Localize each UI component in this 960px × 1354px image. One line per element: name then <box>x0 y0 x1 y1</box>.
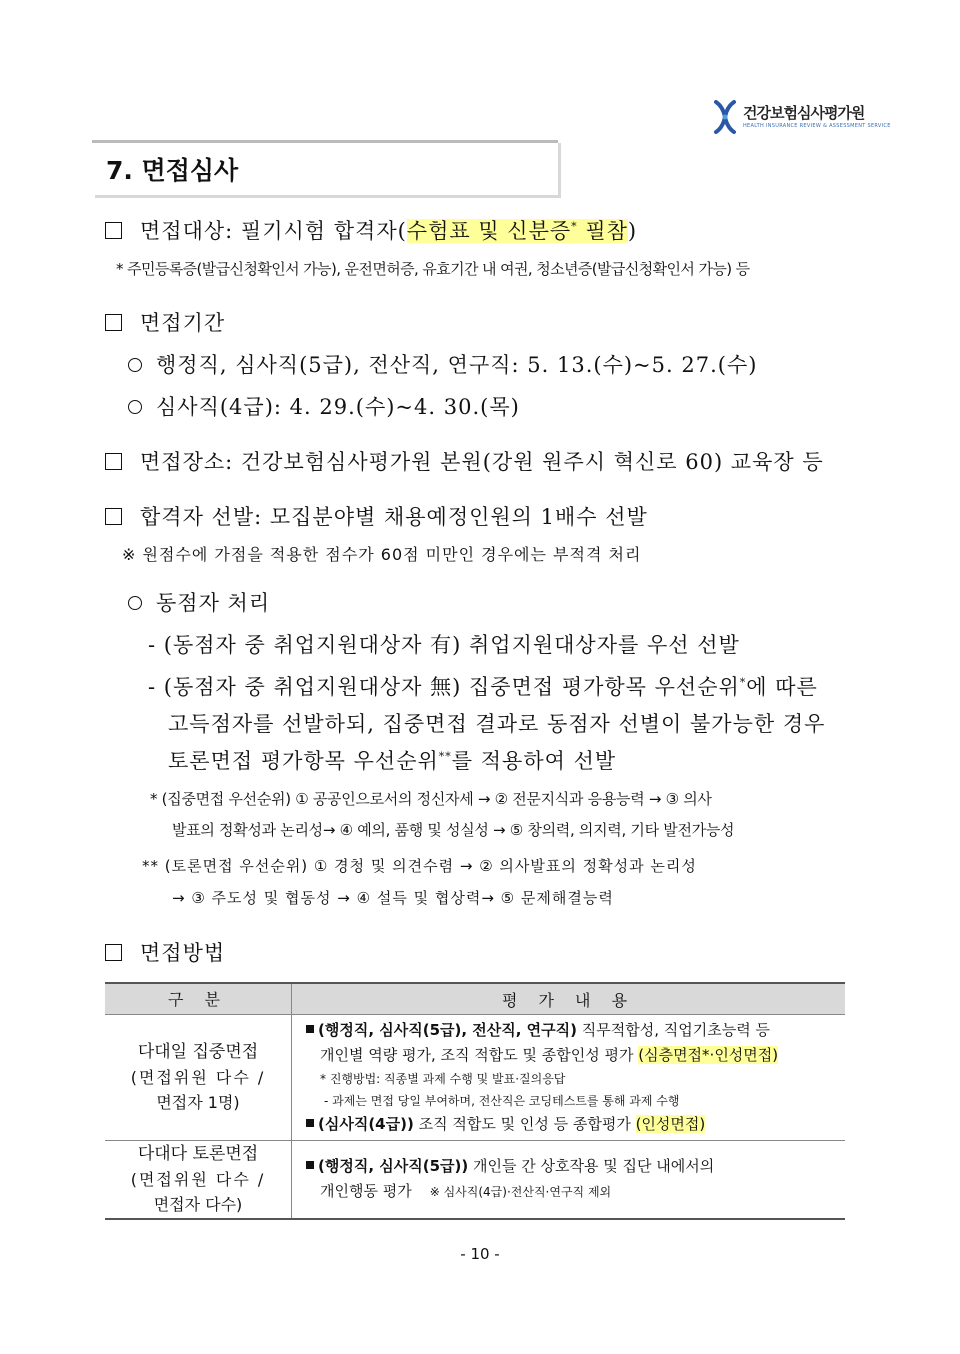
tie-rule-1: - (동점자 중 취업지원대상자 有) 취업지원대상자를 우선 선발 <box>148 633 740 657</box>
table-row <box>105 1141 845 1220</box>
interview-place: 면접장소: 건강보험심사평가원 본원(강원 원주시 혁신로 60) 교육장 등 <box>105 446 824 476</box>
target-footnote: * 주민등록증(발급신청확인서 가능), 운전면허증, 유효기간 내 여권, 청소년증(발급신청확인서 가능) 등 <box>116 260 750 278</box>
table-row <box>105 1015 845 1141</box>
selection-heading: 합격자 선발: 모집분야별 채용예정인원의 1배수 선발 <box>105 501 648 531</box>
footnote-focused: * (집중면접 우선순위) ① 공공인으로서의 정신자세 → ② 전문지식과 응용능력 → ③ 의사 <box>150 790 712 808</box>
tie-heading: 동점자 처리 <box>128 587 270 617</box>
period-item: 심사직(4급): 4. 29.(수)~4. 30.(목) <box>128 391 520 421</box>
interview-method-table <box>105 982 845 1220</box>
logo-subtitle: HEALTH INSURANCE REVIEW & ASSESSMENT SERVICE <box>743 123 891 129</box>
footnote-discussion: ** (토론면접 우선순위) ① 경청 및 의견수렴 → ② 의사발표의 정확성과 논리성 <box>142 857 697 875</box>
circle-bullet-icon <box>128 400 142 414</box>
section-title: 7. 면접심사 <box>106 156 239 185</box>
footnote-focused-cont: 발표의 정확성과 논리성→ ④ 예의, 품행 및 성실성 → ⑤ 창의력, 의지력, 기타 발전가능성 <box>172 821 735 839</box>
table-header: 구 분 <box>105 983 292 1015</box>
logo-mark-icon <box>713 100 737 134</box>
tie-rule-2: - (동점자 중 취업지원대상자 無) 집중면접 평가항목 우선순위*에 따른 <box>148 675 818 699</box>
method-name-cell: 다대다 토론면접 (면접위원 다수 / 면접자 다수) <box>105 1141 292 1220</box>
logo-name: 건강보험심사평가원 <box>743 104 865 122</box>
checkbox-square-icon <box>105 508 122 525</box>
checkbox-square-icon <box>105 944 122 961</box>
circle-bullet-icon <box>128 358 142 372</box>
tie-rule-2-cont: 고득점자를 선발하되, 집중면접 결과로 동점자 선별이 불가능한 경우 <box>168 712 826 736</box>
tie-rule-2-cont: 토론면접 평가항목 우선순위**를 적용하여 선발 <box>168 749 617 773</box>
table-header: 평 가 내 용 <box>292 983 846 1015</box>
square-bullet-icon <box>306 1161 314 1169</box>
square-bullet-icon <box>306 1025 314 1033</box>
table-header-row <box>105 983 845 1015</box>
interview-target: 면접대상: 필기시험 합격자(수험표 및 신분증* 필참) <box>105 215 637 245</box>
section-heading <box>92 140 558 195</box>
interview-period-heading: 면접기간 <box>105 307 225 337</box>
footnote-discussion-cont: → ③ 주도성 및 협동성 → ④ 설득 및 협상력→ ⑤ 문제해결능력 <box>172 889 614 907</box>
square-bullet-icon <box>306 1119 314 1127</box>
checkbox-square-icon <box>105 222 122 239</box>
page-number: - 10 - <box>460 1245 500 1263</box>
period-item: 행정직, 심사직(5급), 전산직, 연구직: 5. 13.(수)~5. 27.(수) <box>128 349 757 379</box>
method-name-cell: 다대일 집중면접 (면접위원 다수 / 면접자 1명) <box>105 1015 292 1141</box>
checkbox-square-icon <box>105 314 122 331</box>
selection-note: ※ 원점수에 가점을 적용한 점수가 60점 미만인 경우에는 부적격 처리 <box>122 545 642 564</box>
method-content-cell: (행정직, 심사직(5급)) 개인들 간 상호작용 및 집단 내에서의 개인행동 평가 ※ 심사직(4급)·전산직·연구직 제외 <box>292 1141 846 1220</box>
organization-logo <box>713 100 891 136</box>
method-content-cell: (행정직, 심사직(5급), 전산직, 연구직) 직무적합성, 직업기초능력 등 개인별 역량 평가, 조직 적합도 및 종합인성 평가 (심층면접*·인성면접) * 진행방법: 직종별 과제 수행 및 발표·질의응답 - 과제는 면접 당일 부여하며, 전산직은 코딩테스트를 통해 과제 수행 (심사직(4급)) 조직 적합도 및 인성 등 종합평가 (인성면접) <box>292 1015 846 1141</box>
target-highlight: 수험표 및 신분증* 필참 <box>406 219 628 243</box>
circle-bullet-icon <box>128 596 142 610</box>
method-heading: 면접방법 <box>105 937 225 967</box>
checkbox-square-icon <box>105 453 122 470</box>
